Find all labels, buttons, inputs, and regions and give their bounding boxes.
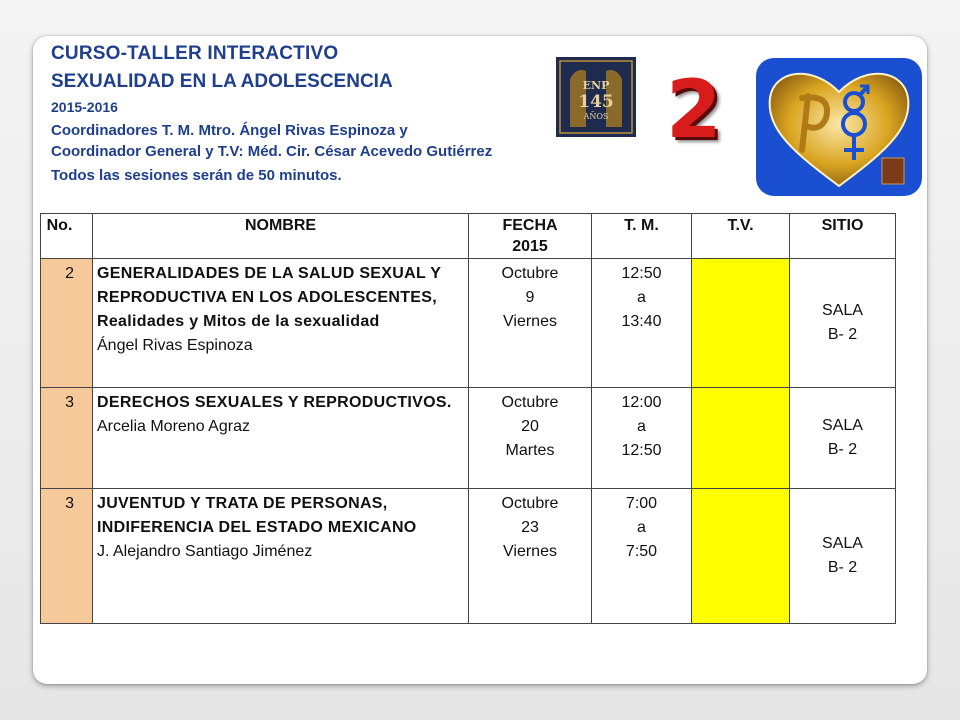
cell-nombre xyxy=(93,388,469,489)
table-row xyxy=(41,489,896,624)
coordinators-line-2: Coordinador General y T.V: Méd. Cir. César Acevedo Gutiérrez xyxy=(51,143,493,160)
heart-gender-logo xyxy=(756,58,922,196)
course-title: CURSO-TALLER INTERACTIVO xyxy=(51,43,339,64)
session-duration-note: Todos las sesiones serán de 50 minutos. xyxy=(51,167,342,184)
cell-fecha: Octubre 23 Viernes xyxy=(469,489,592,624)
speaker-name: J. Alejandro Santiago Jiménez xyxy=(97,543,313,560)
cell-sitio: SALA B- 2 xyxy=(790,489,896,624)
enp-145-logo xyxy=(556,57,636,137)
cell-tv xyxy=(692,259,790,388)
col-header-tm: T. M. xyxy=(592,214,692,259)
course-subtitle: SEXUALIDAD EN LA ADOLESCENCIA xyxy=(51,71,393,92)
col-header-no: No. xyxy=(41,214,93,259)
enp-logo-text-3: AÑOS xyxy=(583,112,609,121)
session-number-badge: 2 xyxy=(666,63,722,156)
cell-no: 3 xyxy=(41,388,93,489)
cell-fecha: Octubre 9 Viernes xyxy=(469,259,592,388)
cell-nombre xyxy=(93,489,469,624)
cell-no: 3 xyxy=(41,489,93,624)
cell-tv xyxy=(692,489,790,624)
cell-sitio: SALA B- 2 xyxy=(790,259,896,388)
session-title: JUVENTUD Y TRATA DE PERSONAS, INDIFERENCIA DEL ESTADO MEXICANO xyxy=(97,495,417,536)
crest-icon xyxy=(882,158,904,184)
enp-logo-text-1: ENP xyxy=(582,79,610,92)
col-header-tv: T.V. xyxy=(692,214,790,259)
cell-tm: 7:00 a 7:50 xyxy=(592,489,692,624)
course-year: 2015-2016 xyxy=(51,99,118,115)
table-row xyxy=(41,259,896,388)
table-header-row xyxy=(41,214,896,259)
speaker-name: Arcelia Moreno Agraz xyxy=(97,418,250,435)
col-header-sitio: SITIO xyxy=(790,214,896,259)
schedule-table xyxy=(40,213,896,624)
session-title: GENERALIDADES DE LA SALUD SEXUAL Y REPRODUCTIVA EN LOS ADOLESCENTES, Realidades y Mitos de la sexualidad xyxy=(97,265,441,330)
cell-tv xyxy=(692,388,790,489)
cell-tm: 12:00 a 12:50 xyxy=(592,388,692,489)
enp-logo-text-2: 145 xyxy=(578,92,614,112)
session-title: DERECHOS SEXUALES Y REPRODUCTIVOS. xyxy=(97,394,452,411)
cell-tm: 12:50 a 13:40 xyxy=(592,259,692,388)
table-row xyxy=(41,388,896,489)
col-header-fecha: FECHA 2015 xyxy=(469,214,592,259)
cell-nombre xyxy=(93,259,469,388)
cell-sitio: SALA B- 2 xyxy=(790,388,896,489)
cell-fecha: Octubre 20 Martes xyxy=(469,388,592,489)
coordinators-line-1: Coordinadores T. M. Mtro. Ángel Rivas Espinoza y xyxy=(51,122,408,139)
cell-no: 2 xyxy=(41,259,93,388)
speaker-name: Ángel Rivas Espinoza xyxy=(97,337,253,354)
col-header-nombre: NOMBRE xyxy=(93,214,469,259)
